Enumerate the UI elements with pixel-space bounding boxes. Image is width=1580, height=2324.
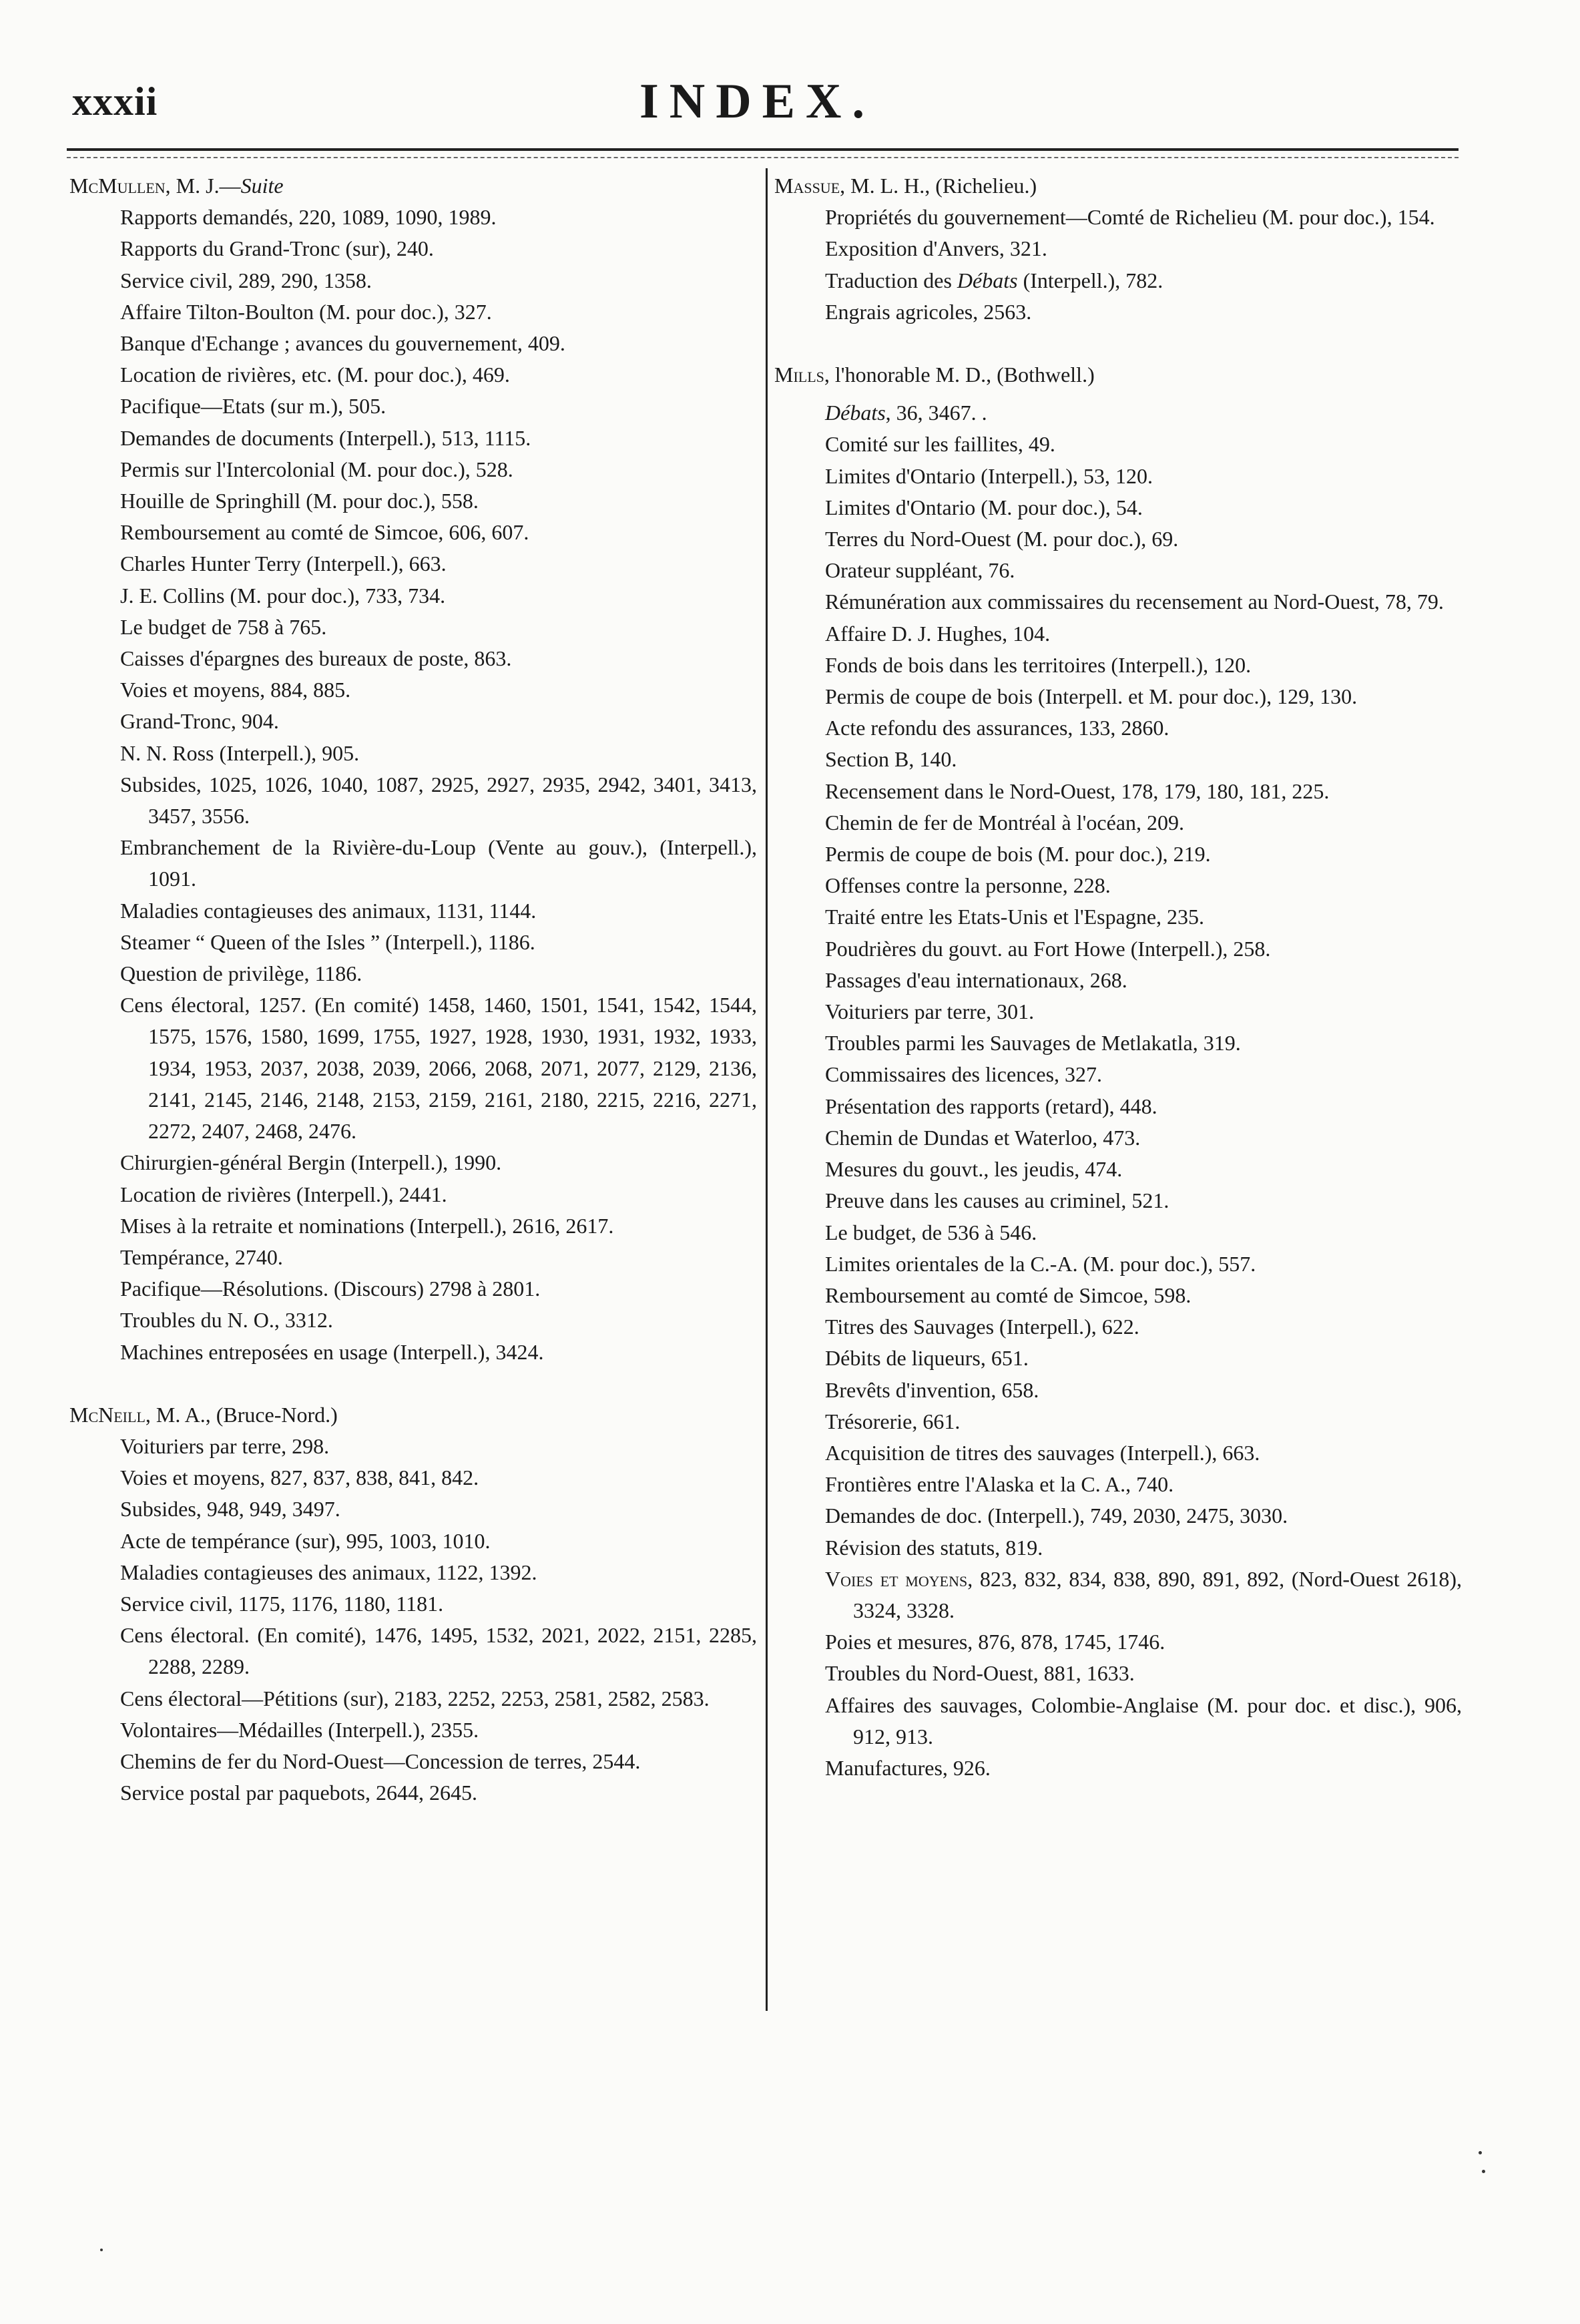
spacer	[69, 1368, 757, 1399]
index-entry: Manufactures, 926.	[825, 1755, 991, 1780]
index-entry: Chemin de Dundas et Waterloo, 473.	[825, 1125, 1141, 1150]
index-entry: Voies et moyens, 827, 837, 838, 841, 842.	[120, 1465, 479, 1490]
index-entry: Limites orientales de la C.-A. (M. pour doc.), 557.	[825, 1251, 1256, 1276]
index-entry: Section B, 140.	[825, 747, 957, 772]
entry-text: Traduction des	[825, 268, 957, 292]
index-entry: Recensement dans le Nord-Ouest, 178, 179, 180, 181, 225.	[825, 778, 1330, 803]
entry-list-mills-2	[774, 1626, 1462, 1784]
index-entry: Location de rivières (Interpell.), 2441.	[120, 1182, 447, 1206]
member-name: McMullen	[69, 174, 166, 198]
index-entry: Permis de coupe de bois (M. pour doc.), 219.	[825, 842, 1211, 867]
index-entry: Voituriers par terre, 298.	[120, 1433, 330, 1458]
header-rule-dashed	[67, 157, 1459, 158]
index-entry: Propriétés du gouvernement—Comté de Richelieu (M. pour doc.), 154.	[825, 205, 1435, 230]
index-entry: Houille de Springhill (M. pour doc.), 558.	[120, 489, 479, 513]
index-entry: Machines entreposées en usage (Interpell.), 3424.	[120, 1339, 544, 1364]
index-entry: Grand-Tronc, 904.	[120, 709, 279, 734]
member-name: Massue	[774, 174, 840, 198]
index-entry: Commissaires des licences, 327.	[825, 1062, 1103, 1087]
member-details: , M. A., (Bruce-Nord.)	[145, 1402, 338, 1427]
index-entry: Demandes de documents (Interpell.), 513, 1115.	[120, 425, 531, 450]
index-entry: Mises à la retraite et nominations (Interpell.), 2616, 2617.	[120, 1213, 614, 1238]
index-entry: Engrais agricoles, 2563.	[825, 299, 1032, 324]
index-entry: Embranchement de la Rivière-du-Loup (Vente au gouv.), (Interpell.), 1091.	[120, 835, 757, 891]
entry-list-mcneill	[69, 1431, 757, 1809]
entry-heading-mcneill	[69, 1399, 757, 1431]
index-entry: Rapports demandés, 220, 1089, 1090, 1989.	[120, 205, 497, 230]
header-rule	[67, 148, 1459, 151]
ink-dot	[1479, 2151, 1482, 2154]
index-entry: Poudrières du gouvt. au Fort Howe (Interpell.), 258.	[825, 936, 1271, 961]
member-details: , M. J.—	[165, 174, 241, 198]
index-entry: Débits de liqueurs, 651.	[825, 1346, 1029, 1371]
index-entry: Voies et moyens, 884, 885.	[120, 678, 351, 702]
index-entry: Permis de coupe de bois (Interpell. et M. pour doc.), 129, 130.	[825, 684, 1358, 709]
page-number: xxxii	[72, 79, 158, 124]
entry-heading-mcmullen	[69, 170, 757, 202]
index-entry: Affaires des sauvages, Colombie-Anglaise (M. pour doc. et disc.), 906, 912, 913.	[825, 1692, 1462, 1749]
index-entry: Troubles du Nord-Ouest, 881, 1633.	[825, 1661, 1135, 1686]
entry-heading-mills	[774, 359, 1462, 391]
index-entry: Limites d'Ontario (Interpell.), 53, 120.	[825, 463, 1153, 488]
spacer	[774, 391, 1462, 397]
index-entry: Remboursement au comté de Simcoe, 598.	[825, 1283, 1192, 1307]
index-entry	[774, 265, 1462, 296]
index-entry: Cens électoral. (En comité), 1476, 1495, 1532, 2021, 2022, 2151, 2285, 2288, 2289.	[120, 1623, 757, 1679]
entry-list-mcmullen	[69, 202, 757, 1368]
index-entry: Terres du Nord-Ouest (M. pour doc.), 69.	[825, 527, 1179, 551]
index-entry: Service postal par paquebots, 2644, 2645.	[120, 1781, 477, 1805]
index-entry: Exposition d'Anvers, 321.	[825, 236, 1047, 261]
index-entry: Cens électoral—Pétitions (sur), 2183, 2252, 2253, 2581, 2582, 2583.	[120, 1686, 710, 1710]
index-entry: Rapports du Grand-Tronc (sur), 240.	[120, 236, 434, 261]
index-entry: Question de privilège, 1186.	[120, 961, 362, 986]
index-entry: Affaire Tilton-Boulton (M. pour doc.), 327.	[120, 299, 492, 324]
index-entry: Brevêts d'invention, 658.	[825, 1377, 1039, 1402]
index-entry: Présentation des rapports (retard), 448.	[825, 1094, 1157, 1118]
index-entry: Remboursement au comté de Simcoe, 606, 607.	[120, 520, 529, 545]
index-entry: Le budget de 758 à 765.	[120, 614, 327, 639]
index-entry: Pacifique—Etats (sur m.), 505.	[120, 394, 386, 419]
index-entry: Cens électoral, 1257. (En comité) 1458, 1460, 1501, 1541, 1542, 1544, 1575, 1576, 1580, 1699, 1755, 1927, 1928, 1930, 1931, 1932, 1933, 1934, 1953, 2037, 2038, 2039, 2066, 2068, 2071, 2077, 2129, 2136, 2141, 2145, 2146, 2148, 2153, 2159, 2161, 2180, 2215, 2216, 2271, 2272, 2407, 2468, 2476.	[120, 993, 757, 1144]
index-entry: Trésorerie, 661.	[825, 1409, 961, 1433]
entry-italic: Débats	[957, 268, 1018, 292]
index-entry	[774, 397, 1462, 429]
index-entry: Service civil, 289, 290, 1358.	[120, 268, 372, 292]
index-entry: Troubles du N. O., 3312.	[120, 1308, 333, 1333]
index-entry: J. E. Collins (M. pour doc.), 733, 734.	[120, 583, 446, 608]
index-entry: Chemins de fer du Nord-Ouest—Concession de terres, 2544.	[120, 1749, 641, 1773]
suite-label: Suite	[240, 174, 284, 198]
index-entry: Chirurgien-général Bergin (Interpell.), 1990.	[120, 1150, 502, 1175]
index-entry: Subsides, 948, 949, 3497.	[120, 1497, 340, 1522]
index-entry: Permis sur l'Intercolonial (M. pour doc.), 528.	[120, 457, 513, 481]
index-entry: Fonds de bois dans les territoires (Interpell.), 120.	[825, 652, 1252, 677]
index-entry: Frontières entre l'Alaska et la C. A., 740.	[825, 1472, 1174, 1497]
column-divider	[766, 168, 768, 2011]
entry-smallcaps: Voies et moyens	[825, 1566, 968, 1591]
index-entry: Le budget, de 536 à 546.	[825, 1220, 1037, 1244]
right-column	[774, 170, 1462, 1784]
spacer	[774, 328, 1462, 359]
index-entry: Orateur suppléant, 76.	[825, 558, 1015, 583]
index-entry: Location de rivières, etc. (M. pour doc.), 469.	[120, 363, 510, 387]
member-name: Mills	[774, 363, 824, 387]
index-entry: Limites d'Ontario (M. pour doc.), 54.	[825, 495, 1143, 519]
index-entry: Acte de tempérance (sur), 995, 1003, 1010.	[120, 1528, 491, 1553]
index-entry: Troubles parmi les Sauvages de Metlakatla, 319.	[825, 1031, 1241, 1056]
index-entry: Mesures du gouvt., les jeudis, 474.	[825, 1157, 1123, 1182]
index-entry: Preuve dans les causes au criminel, 521.	[825, 1188, 1169, 1213]
index-entry: Maladies contagieuses des animaux, 1122, 1392.	[120, 1560, 537, 1584]
left-column	[69, 170, 757, 1809]
index-entry	[774, 1564, 1462, 1626]
index-entry: Charles Hunter Terry (Interpell.), 663.	[120, 551, 447, 576]
index-entry: Volontaires—Médailles (Interpell.), 2355.	[120, 1717, 479, 1742]
entry-text: (Interpell.), 782.	[1017, 268, 1163, 292]
page-title: INDEX.	[639, 74, 875, 129]
index-entry: Acquisition de titres des sauvages (Interpell.), 663.	[825, 1440, 1260, 1465]
ink-dot	[100, 2249, 103, 2251]
member-name: McNeill	[69, 1402, 146, 1427]
member-details: , l'honorable M. D., (Bothwell.)	[824, 363, 1095, 387]
entry-text: , 823, 832, 834, 838, 890, 891, 892, (Nord-Ouest 2618), 3324, 3328.	[853, 1566, 1462, 1622]
index-entry: N. N. Ross (Interpell.), 905.	[120, 740, 360, 765]
index-entry: Steamer “ Queen of the Isles ” (Interpell.), 1186.	[120, 929, 535, 954]
index-entry: Demandes de doc. (Interpell.), 749, 2030, 2475, 3030.	[825, 1503, 1288, 1528]
member-details: , M. L. H., (Richelieu.)	[840, 174, 1037, 198]
entry-text: , 36, 3467. .	[885, 401, 987, 425]
index-entry: Poies et mesures, 876, 878, 1745, 1746.	[825, 1630, 1165, 1654]
index-entry: Rémunération aux commissaires du recensement au Nord-Ouest, 78, 79.	[825, 590, 1444, 614]
index-entry: Affaire D. J. Hughes, 104.	[825, 621, 1051, 646]
index-entry: Passages d'eau internationaux, 268.	[825, 967, 1127, 992]
index-entry: Pacifique—Résolutions. (Discours) 2798 à 2801.	[120, 1276, 541, 1301]
index-entry: Caisses d'épargnes des bureaux de poste, 863.	[120, 646, 512, 671]
index-entry: Traité entre les Etats-Unis et l'Espagne, 235.	[825, 905, 1205, 929]
ink-dot	[1482, 2170, 1485, 2173]
index-entry: Comité sur les faillites, 49.	[825, 432, 1055, 457]
index-entry: Subsides, 1025, 1026, 1040, 1087, 2925, 2927, 2935, 2942, 3401, 3413, 3457, 3556.	[120, 772, 757, 829]
index-entry: Offenses contre la personne, 228.	[825, 873, 1111, 898]
index-entry: Maladies contagieuses des animaux, 1131, 1144.	[120, 898, 537, 923]
entry-list-mills	[774, 429, 1462, 1563]
entry-italic: Débats	[825, 401, 886, 425]
index-entry: Titres des Sauvages (Interpell.), 622.	[825, 1315, 1139, 1339]
entry-heading-massue	[774, 170, 1462, 202]
index-entry: Banque d'Echange ; avances du gouvernement, 409.	[120, 331, 565, 356]
index-entry: Voituriers par terre, 301.	[825, 999, 1035, 1024]
index-entry: Service civil, 1175, 1176, 1180, 1181.	[120, 1591, 444, 1616]
index-entry: Tempérance, 2740.	[120, 1244, 283, 1269]
index-entry: Acte refondu des assurances, 133, 2860.	[825, 716, 1169, 740]
index-entry: Chemin de fer de Montréal à l'océan, 209.	[825, 810, 1185, 835]
index-entry: Révision des statuts, 819.	[825, 1535, 1043, 1560]
